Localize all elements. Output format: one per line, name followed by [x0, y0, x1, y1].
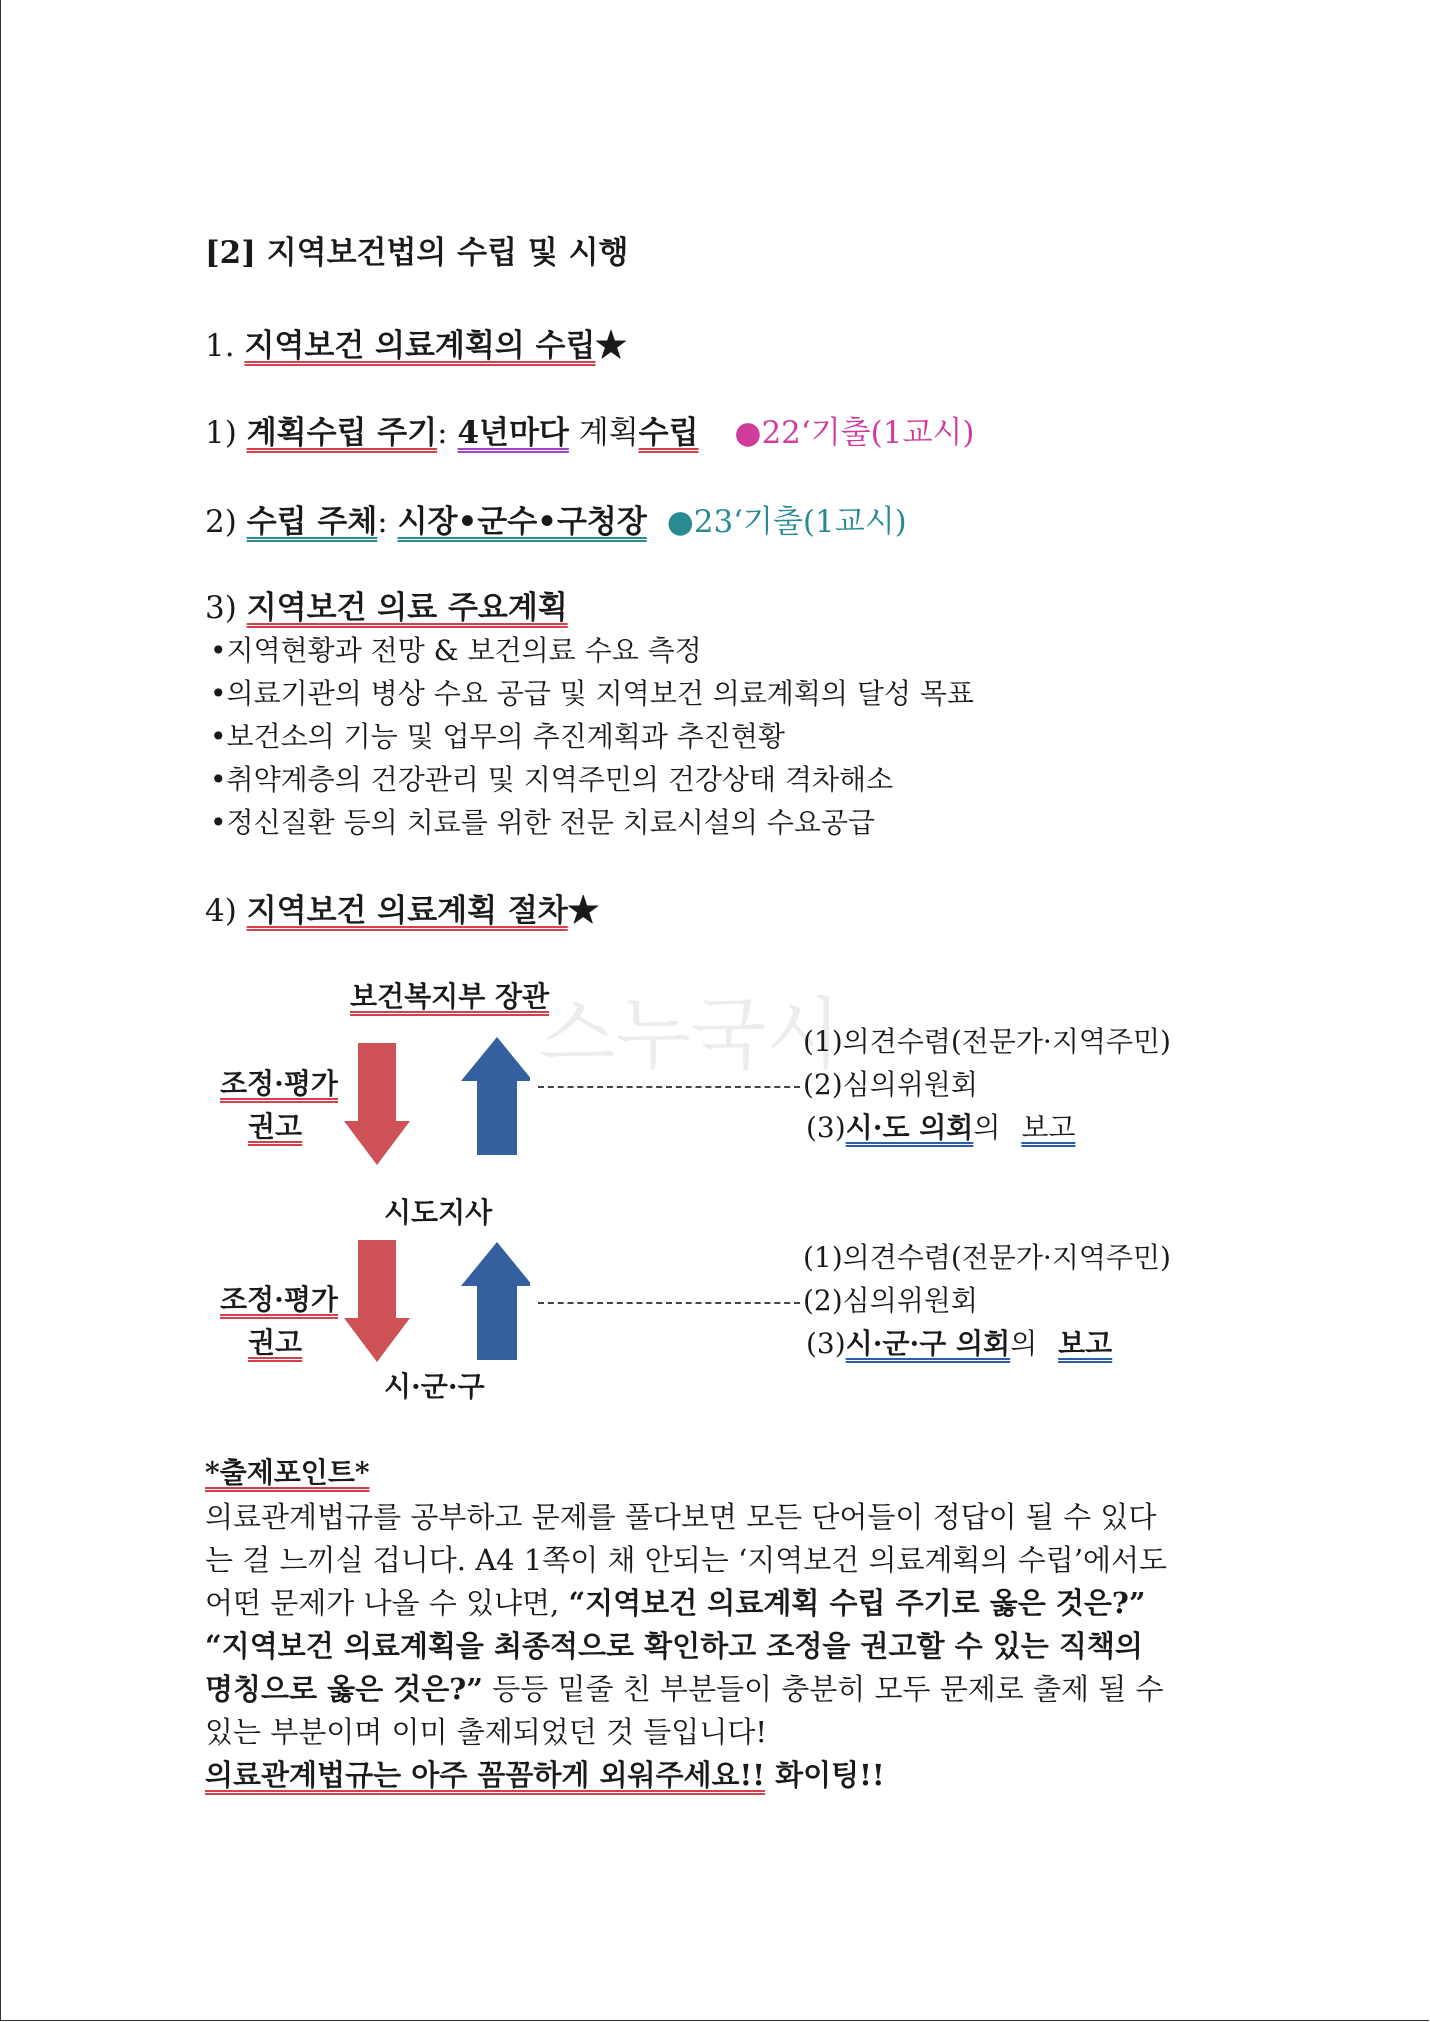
bullet-2: •의료기관의 병상 수요 공급 및 지역보건 의료계획의 달성 목표	[210, 677, 974, 710]
item-2-value: 시장•군수•구청장	[397, 504, 647, 540]
section-title: [2] 지역보건법의 수립 및 시행	[205, 235, 629, 271]
item-1-number: 1)	[205, 415, 237, 451]
heading-1-text: 지역보건 의료계획의 수립	[244, 328, 596, 364]
point-line-6: 있는 부분이며 이미 출제되었던 것 들입니다!	[205, 1715, 767, 1749]
down-label-1-lower: 조정·평가	[220, 1283, 338, 1316]
upper-arrows	[330, 1035, 530, 1170]
star-icon: ★	[595, 328, 627, 364]
item-3-label: 지역보건 의료 주요계획	[246, 590, 568, 626]
item-2	[205, 504, 907, 540]
upper-step-1: (1)의견수렴(전문가·지역주민)	[803, 1025, 1171, 1058]
watermark: 스누국시	[540, 990, 842, 1080]
lower-step-3: (3)시·군·구 의회의 보고	[806, 1327, 1113, 1360]
item-2-colon: :	[377, 504, 388, 540]
item-4	[205, 893, 599, 929]
arrow-up-icon	[461, 1242, 530, 1360]
item-4-number: 4)	[205, 893, 237, 929]
arrow-down-icon	[344, 1043, 410, 1165]
arrow-down-icon	[344, 1240, 410, 1362]
item-3-number: 3)	[205, 590, 237, 626]
lower-step-2: (2)심의위원회	[803, 1284, 978, 1317]
node-district: 시·군·구	[384, 1370, 485, 1403]
item-4-label: 지역보건 의료계획 절차	[246, 893, 568, 929]
bullet-5: •정신질환 등의 치료를 위한 전문 치료시설의 수요공급	[210, 806, 875, 839]
node-governor: 시도지사	[384, 1196, 493, 1229]
item-1-label: 계획수립 주기	[246, 415, 438, 451]
upper-step-2: (2)심의위원회	[803, 1068, 978, 1101]
item-2-label: 수립 주체	[246, 504, 378, 540]
upper-step-3: (3)시·도 의회의 보고	[806, 1111, 1076, 1144]
item-1	[205, 415, 975, 451]
point-line-4: “지역보건 의료계획을 최종적으로 확인하고 조정을 권고할 수 있는 직책의	[205, 1629, 1143, 1663]
point-line-7: 의료관계법규는 아주 꼼꼼하게 외워주세요!! 화이팅!!	[205, 1758, 885, 1792]
exam-badge-22: ●22‘기출(1교시)	[734, 415, 975, 451]
down-label-2: 권고	[248, 1110, 303, 1143]
point-line-1: 의료관계법규를 공부하고 문제를 풀다보면 모든 단어들이 정답이 될 수 있다	[205, 1500, 1157, 1534]
lower-step-1: (1)의견수렴(전문가·지역주민)	[803, 1241, 1171, 1274]
point-title: *출제포인트*	[205, 1456, 370, 1489]
bullet-4: •취약계층의 건강관리 및 지역주민의 건강상태 격차해소	[210, 763, 894, 796]
item-1-mid: 계획	[568, 415, 639, 451]
bullet-1: •지역현황과 전망 & 보건의료 수요 측정	[210, 634, 702, 667]
arrow-up-icon	[461, 1037, 530, 1155]
lower-arrows	[330, 1236, 530, 1366]
heading-1-number: 1.	[205, 328, 235, 364]
exam-badge-23: ●23‘기출(1교시)	[666, 504, 907, 540]
down-label-1: 조정·평가	[220, 1067, 338, 1100]
bullet-3: •보건소의 기능 및 업무의 추진계획과 추진현황	[210, 720, 785, 753]
dashed-connector	[538, 1302, 800, 1304]
node-minister: 보건복지부 장관	[350, 980, 550, 1013]
item-3	[205, 590, 568, 626]
item-1-colon: :	[437, 415, 448, 451]
item-1-value: 4년마다	[457, 415, 569, 451]
point-line-2: 는 걸 느끼실 겁니다. A4 1쪽이 채 안되는 ‘지역보건 의료계획의 수립’에서도	[205, 1543, 1168, 1577]
point-line-3: 어떤 문제가 나올 수 있냐면, “지역보건 의료계획 수립 주기로 옳은 것은?”	[205, 1586, 1146, 1620]
down-label-2-lower: 권고	[248, 1326, 303, 1359]
dashed-connector	[538, 1086, 800, 1088]
point-line-5: 명칭으로 옳은 것은?” 등등 밑줄 친 부분들이 충분히 모두 문제로 출제 될 수	[205, 1672, 1164, 1706]
item-1-end: 수립	[638, 415, 699, 451]
star-icon: ★	[567, 893, 599, 929]
point-paragraph	[205, 1496, 1225, 1797]
heading-1	[205, 328, 627, 364]
item-2-number: 2)	[205, 504, 237, 540]
